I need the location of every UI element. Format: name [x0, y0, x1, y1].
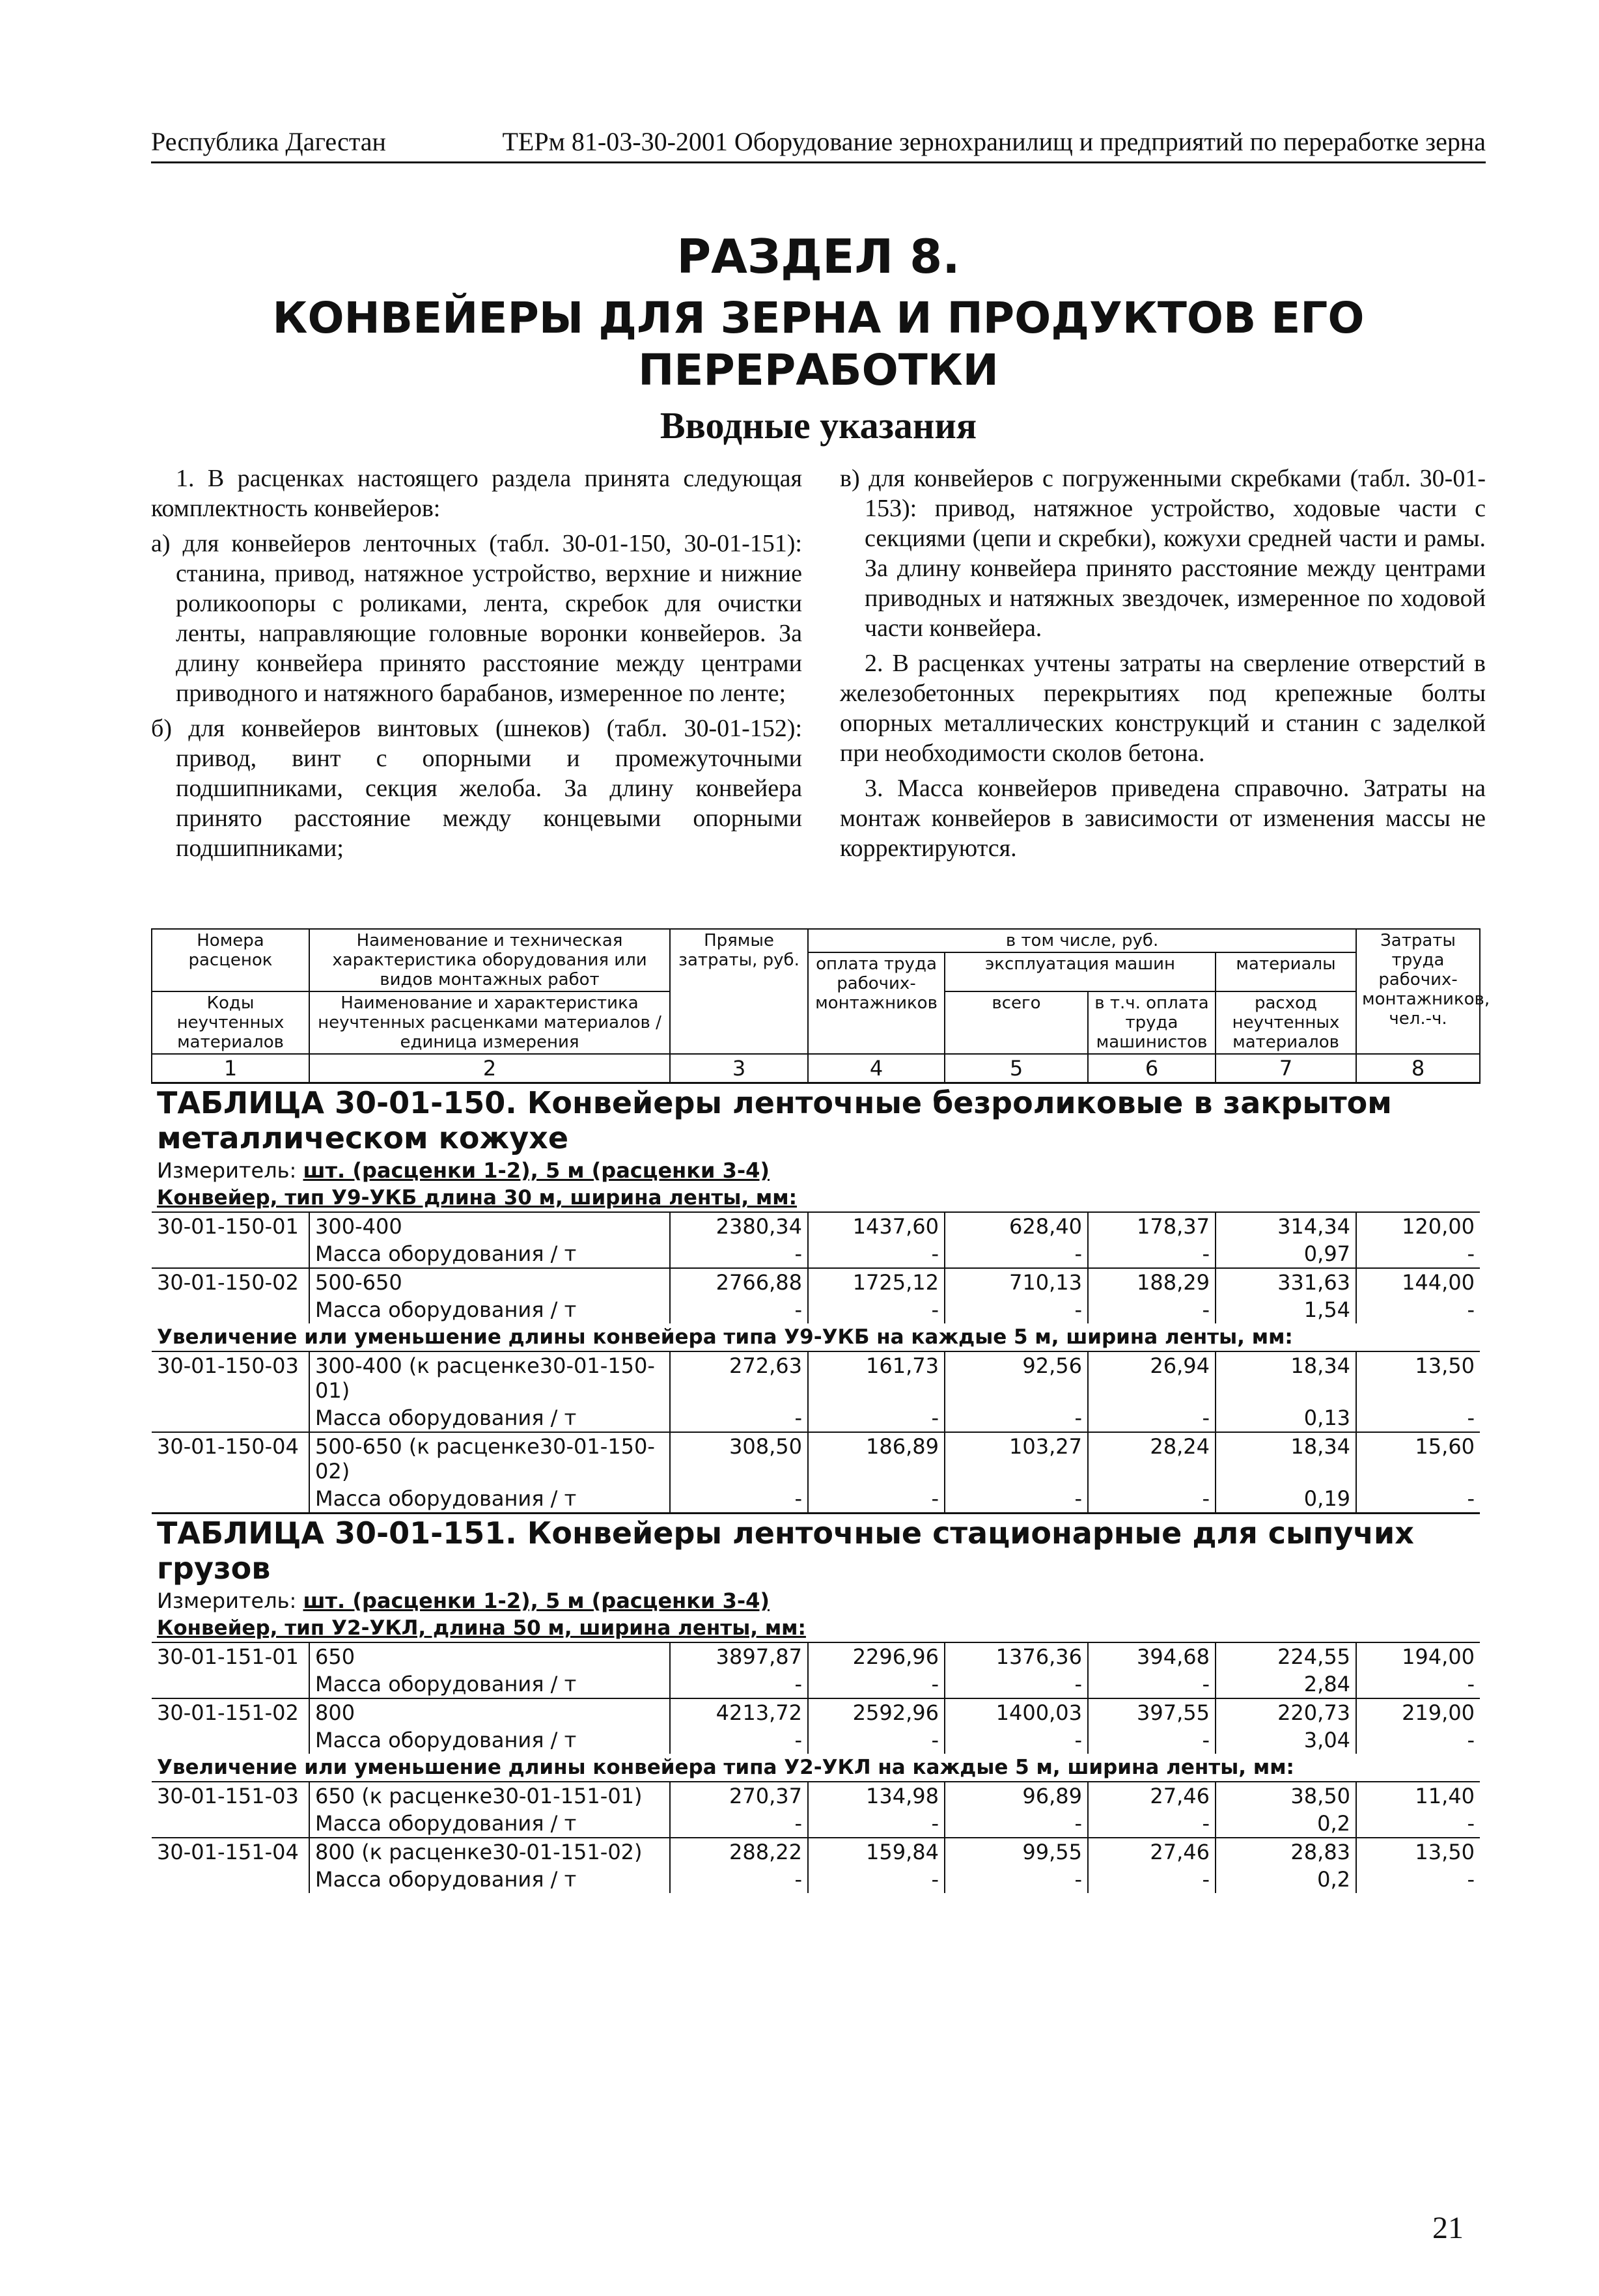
rate-name: 800 — [309, 1698, 670, 1726]
mass-code-empty — [152, 1866, 309, 1893]
intro-item-a: а) для конвейеров ленточных (табл. 30-01-150, 30-01-151): станина, привод, натяжное устройство, верхние и нижние роликоопоры с роликами, лента, скребок для очистки ленты, направляющие головные воронки конвейеров. За длину конвейера принято расстояние между центрами приводного и натяжного барабанов, измеренное по ленте; — [151, 530, 802, 707]
rate-mach: 1376,36 — [945, 1642, 1088, 1670]
rate-name: 650 (к расценке30-01-151-01) — [309, 1782, 670, 1810]
mass-code-empty — [152, 1240, 309, 1268]
rate-mat: 331,63 — [1216, 1268, 1356, 1296]
rate-mach-labor: 26,94 — [1088, 1351, 1216, 1404]
rate-mach-labor: 28,24 — [1088, 1432, 1216, 1485]
measurer-value: шт. (расценки 1-2), 5 м (расценки 3-4) — [303, 1588, 770, 1613]
mass-value: - — [945, 1296, 1088, 1323]
mass-label: Масса оборудования / т — [309, 1296, 670, 1323]
mass-value: - — [945, 1726, 1088, 1754]
group-heading-row — [152, 1184, 1480, 1212]
rate-code: 30-01-151-01 — [152, 1642, 309, 1670]
rate-mach-labor: 27,46 — [1088, 1838, 1216, 1866]
table-title-row — [152, 1083, 1480, 1157]
mass-value: - — [670, 1485, 808, 1514]
measurer-label: Измеритель: — [157, 1588, 297, 1613]
rate-mach: 96,89 — [945, 1782, 1088, 1810]
mass-row — [152, 1726, 1480, 1754]
mass-row — [152, 1404, 1480, 1432]
rate-name: 650 — [309, 1642, 670, 1670]
mass-code-empty — [152, 1296, 309, 1323]
rate-hours: 194,00 — [1356, 1642, 1480, 1670]
rate-direct: 288,22 — [670, 1838, 808, 1866]
rate-code: 30-01-151-03 — [152, 1782, 309, 1810]
measurer-value: шт. (расценки 1-2), 5 м (расценки 3-4) — [303, 1158, 770, 1183]
header-machines: эксплуатация машин — [945, 952, 1216, 991]
intro-heading: Вводные указания — [660, 404, 977, 447]
mass-value: - — [945, 1485, 1088, 1514]
rate-direct: 3897,87 — [670, 1642, 808, 1670]
rate-code: 30-01-150-04 — [152, 1432, 309, 1485]
rate-code: 30-01-150-03 — [152, 1351, 309, 1404]
table-row — [152, 1268, 1480, 1296]
rate-mat: 18,34 — [1216, 1432, 1356, 1485]
mass-value: 0,2 — [1216, 1810, 1356, 1838]
page-header — [151, 121, 1486, 163]
rate-hours: 15,60 — [1356, 1432, 1480, 1485]
mass-value: - — [1467, 1811, 1475, 1836]
column-number: 7 — [1216, 1054, 1356, 1083]
mass-value: - — [808, 1404, 945, 1432]
header-material-codes: Коды неучтенных материалов — [152, 991, 309, 1054]
mass-value: - — [808, 1866, 945, 1893]
mass-code-empty — [152, 1810, 309, 1838]
mass-value: 0,13 — [1216, 1404, 1356, 1432]
mass-row — [152, 1810, 1480, 1838]
header-in-total: в том числе, руб. — [808, 929, 1356, 952]
header-rate-numbers: Номера расценок — [152, 929, 309, 991]
rate-hours: 144,00 — [1356, 1268, 1480, 1296]
mass-value: - — [670, 1866, 808, 1893]
rate-labor: 1725,12 — [808, 1268, 945, 1296]
table-title: ТАБЛИЦА 30-01-150. Конвейеры ленточные безроликовые в закрытом металлическом кожухе — [152, 1083, 1480, 1157]
mass-row — [152, 1866, 1480, 1893]
rate-name: 300-400 — [309, 1212, 670, 1240]
measurer-row — [152, 1587, 1480, 1614]
rate-mat: 314,34 — [1216, 1212, 1356, 1240]
rate-code: 30-01-150-01 — [152, 1212, 309, 1240]
mass-value: - — [1088, 1866, 1216, 1893]
table-row — [152, 1351, 1480, 1404]
mass-code-empty — [152, 1404, 309, 1432]
mass-value: - — [1088, 1485, 1216, 1514]
rate-mach: 1400,03 — [945, 1698, 1088, 1726]
intro-right-column — [840, 463, 1486, 868]
group-heading: Конвейер, тип У2-УКЛ, длина 50 м, ширина ленты, мм: — [157, 1616, 806, 1640]
header-material-names: Наименование и характеристика неучтенных расценками материалов / единица измерения — [309, 991, 670, 1054]
header-materials: материалы — [1216, 952, 1356, 991]
column-number-row — [152, 1054, 1480, 1083]
mass-value: 2,84 — [1216, 1670, 1356, 1698]
mass-value: 0,2 — [1216, 1866, 1356, 1893]
mass-value: - — [808, 1240, 945, 1268]
mass-label: Масса оборудования / т — [309, 1810, 670, 1838]
mass-value: - — [945, 1240, 1088, 1268]
mass-value: - — [1467, 1405, 1475, 1430]
mass-value: - — [670, 1404, 808, 1432]
header-machinist-wages: в т.ч. оплата труда машинистов — [1088, 991, 1216, 1054]
rate-code: 30-01-150-02 — [152, 1268, 309, 1296]
rate-mach: 628,40 — [945, 1212, 1088, 1240]
mass-value: - — [945, 1866, 1088, 1893]
rate-mat: 224,55 — [1216, 1642, 1356, 1670]
table-row — [152, 1212, 1480, 1240]
mass-row — [152, 1296, 1480, 1323]
measurer-row — [152, 1157, 1480, 1184]
mass-row — [152, 1670, 1480, 1698]
header-equipment-name: Наименование и техническая характеристика оборудования или видов монтажных работ — [309, 929, 670, 991]
header-unaccounted-materials: расход неучтенных материалов — [1216, 991, 1356, 1054]
rate-name: 500-650 — [309, 1268, 670, 1296]
rate-mach: 103,27 — [945, 1432, 1088, 1485]
measurer — [152, 1587, 1480, 1614]
mass-label: Масса оборудования / т — [309, 1670, 670, 1698]
rate-mach-labor: 397,55 — [1088, 1698, 1216, 1726]
rates-table-body — [152, 1083, 1480, 1894]
rate-labor: 1437,60 — [808, 1212, 945, 1240]
column-number: 3 — [670, 1054, 808, 1083]
table-title-row — [152, 1514, 1480, 1588]
mass-value: - — [670, 1240, 808, 1268]
mass-value: - — [1467, 1297, 1475, 1322]
rate-direct: 4213,72 — [670, 1698, 808, 1726]
mass-value: - — [808, 1670, 945, 1698]
mass-value: - — [1467, 1486, 1475, 1511]
mass-value: - — [808, 1485, 945, 1514]
rate-labor: 159,84 — [808, 1838, 945, 1866]
rate-direct: 2380,34 — [670, 1212, 808, 1240]
mass-value: - — [1088, 1404, 1216, 1432]
rate-mach-labor: 188,29 — [1088, 1268, 1216, 1296]
mass-value: - — [1088, 1810, 1216, 1838]
mass-value: - — [1088, 1726, 1216, 1754]
rate-direct: 2766,88 — [670, 1268, 808, 1296]
header-worker-wages: оплата труда рабочих-монтажников — [808, 952, 945, 1054]
rate-direct: 272,63 — [670, 1351, 808, 1404]
section-label: РАЗДЕЛ 8. — [676, 229, 960, 284]
mass-value: - — [1088, 1670, 1216, 1698]
rate-labor: 2592,96 — [808, 1698, 945, 1726]
rate-mach-labor: 394,68 — [1088, 1642, 1216, 1670]
measurer-label: Измеритель: — [157, 1158, 297, 1183]
group-heading: Увеличение или уменьшение длины конвейера типа У2-УКЛ на каждые 5 м, ширина ленты, мм: — [157, 1756, 1294, 1779]
rate-hours: 13,50 — [1356, 1838, 1480, 1866]
column-number: 1 — [152, 1054, 309, 1083]
group-heading: Увеличение или уменьшение длины конвейера типа У9-УКБ на каждые 5 м, ширина ленты, мм: — [157, 1325, 1293, 1349]
header-labor-hours: Затраты труда рабочих-монтажников, чел.-ч. — [1356, 929, 1480, 1054]
intro-paragraph-2: 2. В расценках учтены затраты на сверление отверстий в железобетонных перекрытиях под крепежные болты опорных металлических конструкций и станин с заделкой при необходимости сколов бетона. — [840, 650, 1486, 767]
mass-code-empty — [152, 1485, 309, 1514]
rate-mach: 710,13 — [945, 1268, 1088, 1296]
rate-direct: 270,37 — [670, 1782, 808, 1810]
intro-item-v: в) для конвейеров с погруженными скребками (табл. 30-01-153): привод, натяжное устройство, ходовые части с секциями (цепи и скребки), кожухи средней части и рамы. За длину конвейера принято расстояние между центрами приводных и натяжных звездочек, измеренное по ходовой части конвейера. — [840, 465, 1486, 642]
rate-hours: 13,50 — [1356, 1351, 1480, 1404]
rate-labor: 134,98 — [808, 1782, 945, 1810]
mass-value: - — [1467, 1728, 1475, 1752]
intro-paragraph-3: 3. Масса конвейеров приведена справочно. Затраты на монтаж конвейеров в зависимости от изменения массы не корректируются. — [840, 775, 1486, 862]
mass-value: - — [670, 1670, 808, 1698]
mass-value: - — [945, 1810, 1088, 1838]
intro-item-b: б) для конвейеров винтовых (шнеков) (табл. 30-01-152): привод, винт с опорными и промежуточными подшипниками, секция желоба. За длину конвейера принято расстояние между концевыми опорными подшипниками; — [151, 715, 802, 862]
measurer — [152, 1157, 1480, 1184]
mass-row — [152, 1240, 1480, 1268]
rate-labor: 186,89 — [808, 1432, 945, 1485]
rate-mat: 28,83 — [1216, 1838, 1356, 1866]
column-number: 6 — [1088, 1054, 1216, 1083]
mass-value: - — [670, 1726, 808, 1754]
mass-value: - — [670, 1810, 808, 1838]
mass-value: - — [1088, 1240, 1216, 1268]
table-row — [152, 1642, 1480, 1670]
rate-mach-labor: 178,37 — [1088, 1212, 1216, 1240]
intro-paragraph-1: 1. В расценках настоящего раздела принята следующая комплектность конвейеров: — [151, 465, 802, 522]
mass-row — [152, 1485, 1480, 1514]
column-number: 2 — [309, 1054, 670, 1083]
header-document-title: ТЕРм 81-03-30-2001 Оборудование зернохранилищ и предприятий по переработке зерна — [502, 127, 1486, 156]
mass-value: 3,04 — [1216, 1726, 1356, 1754]
header-region: Республика Дагестан — [151, 127, 386, 156]
rate-direct: 308,50 — [670, 1432, 808, 1485]
mass-value: - — [1467, 1241, 1475, 1266]
rate-labor: 2296,96 — [808, 1642, 945, 1670]
mass-code-empty — [152, 1670, 309, 1698]
mass-value: - — [945, 1404, 1088, 1432]
group-heading: Конвейер, тип У9-УКБ длина 30 м, ширина ленты, мм: — [157, 1186, 798, 1210]
column-number: 4 — [808, 1054, 945, 1083]
mass-value: - — [1467, 1672, 1475, 1696]
section-title: КОНВЕЙЕРЫ ДЛЯ ЗЕРНА И ПРОДУКТОВ ЕГО — [272, 293, 1365, 343]
mass-label: Масса оборудования / т — [309, 1404, 670, 1432]
rate-name: 800 (к расценке30-01-151-02) — [309, 1838, 670, 1866]
table-row — [152, 1782, 1480, 1810]
rate-mach: 99,55 — [945, 1838, 1088, 1866]
rate-mat: 38,50 — [1216, 1782, 1356, 1810]
header-machines-total: всего — [945, 991, 1088, 1054]
mass-value: 1,54 — [1216, 1296, 1356, 1323]
rate-labor: 161,73 — [808, 1351, 945, 1404]
mass-value: 0,19 — [1216, 1485, 1356, 1514]
rate-hours: 219,00 — [1356, 1698, 1480, 1726]
header-direct-costs: Прямые затраты, руб. — [670, 929, 808, 1054]
mass-value: - — [1088, 1296, 1216, 1323]
mass-value: - — [808, 1726, 945, 1754]
table-row — [152, 1698, 1480, 1726]
intro-left-column — [151, 463, 802, 868]
table-title: ТАБЛИЦА 30-01-151. Конвейеры ленточные стационарные для сыпучих грузов — [152, 1514, 1480, 1588]
rate-mat: 220,73 — [1216, 1698, 1356, 1726]
mass-value: 0,97 — [1216, 1240, 1356, 1268]
group-heading-row — [152, 1323, 1480, 1351]
mass-value: - — [670, 1296, 808, 1323]
rate-mat: 18,34 — [1216, 1351, 1356, 1404]
table-row — [152, 1432, 1480, 1485]
group-heading-row — [152, 1754, 1480, 1782]
rate-code: 30-01-151-04 — [152, 1838, 309, 1866]
group-heading-row — [152, 1614, 1480, 1642]
mass-value: - — [1467, 1867, 1475, 1892]
rate-hours: 11,40 — [1356, 1782, 1480, 1810]
rate-code: 30-01-151-02 — [152, 1698, 309, 1726]
rate-mach-labor: 27,46 — [1088, 1782, 1216, 1810]
rate-name: 500-650 (к расценке30-01-150-02) — [309, 1432, 670, 1485]
column-number: 8 — [1356, 1054, 1480, 1083]
table-header-row — [152, 929, 1480, 952]
mass-label: Масса оборудования / т — [309, 1866, 670, 1893]
rate-hours: 120,00 — [1356, 1212, 1480, 1240]
mass-code-empty — [152, 1726, 309, 1754]
mass-label: Масса оборудования / т — [309, 1726, 670, 1754]
column-number: 5 — [945, 1054, 1088, 1083]
rate-name: 300-400 (к расценке30-01-150-01) — [309, 1351, 670, 1404]
mass-value: - — [945, 1670, 1088, 1698]
page-number: 21 — [1432, 2211, 1464, 2245]
mass-label: Масса оборудования / т — [309, 1240, 670, 1268]
rates-table — [151, 928, 1490, 1893]
mass-label: Масса оборудования / т — [309, 1485, 670, 1514]
mass-value: - — [808, 1296, 945, 1323]
section-title-continued: ПЕРЕРАБОТКИ — [638, 345, 999, 395]
rate-mach: 92,56 — [945, 1351, 1088, 1404]
table-row — [152, 1838, 1480, 1866]
mass-value: - — [808, 1810, 945, 1838]
